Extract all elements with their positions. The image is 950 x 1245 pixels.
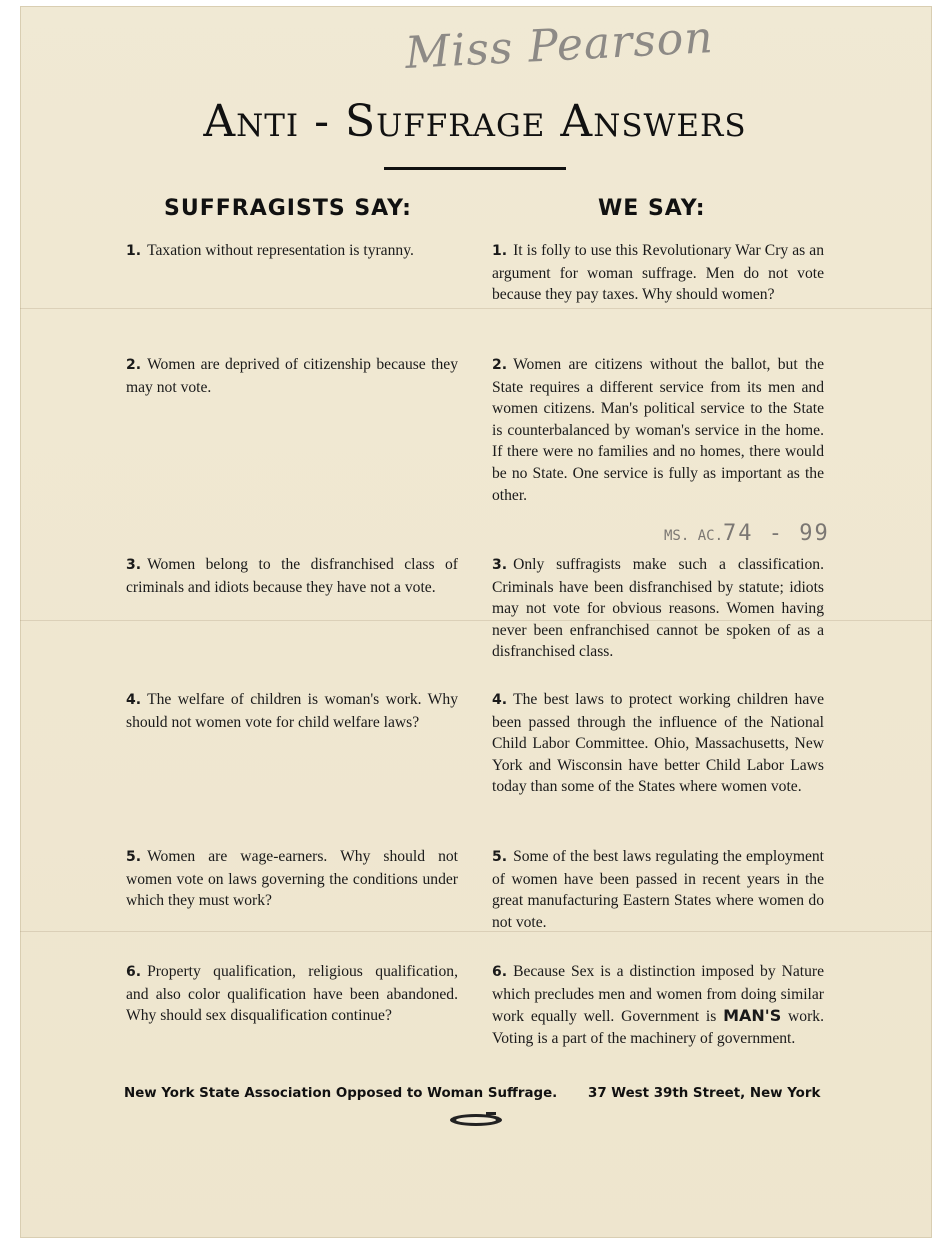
item-number: 5.: [492, 849, 508, 865]
item-number: 3.: [126, 557, 142, 573]
stamp-number: 74 - 99: [723, 521, 830, 546]
anti-answer-1: [492, 240, 824, 306]
item-number: 1.: [126, 243, 142, 259]
anti-answer-4: [492, 689, 824, 798]
suffragist-claim-5: [126, 846, 458, 912]
right-column-heading: WE SAY:: [598, 196, 706, 221]
claim-text: Women belong to the disfranchised class of criminals and idiots because they have not a vote.: [126, 556, 458, 596]
answer-text: The best laws to protect working children have been passed through the influence of the National Child Labor Committee. Ohio, Massachusetts, New York and Wisconsin have better Child Labor Laws today than some of the States where women vote.: [492, 691, 824, 796]
handwritten-name: Miss Pearson: [403, 11, 715, 80]
item-number: 6.: [492, 964, 508, 980]
claim-text: Taxation without representation is tyranny.: [147, 242, 414, 259]
stamp-prefix: MS. AC.: [664, 528, 724, 544]
anti-answer-3: [492, 554, 824, 663]
answer-text: Women are citizens without the ballot, but the State requires a different service from its men and women citizens. Man's political service to the State is counterbalanced by woman's service in the home. If there were no families and no homes, there would be no State. One service is fully as important as the other.: [492, 356, 824, 504]
item-number: 5.: [126, 849, 142, 865]
suffragist-claim-2: [126, 354, 458, 398]
left-column-heading: SUFFRAGISTS SAY:: [164, 196, 412, 221]
union-label-emblem: [448, 1110, 504, 1128]
suffragist-claim-1: [126, 240, 458, 263]
anti-answer-5: [492, 846, 824, 933]
suffragist-claim-4: [126, 689, 458, 733]
title-underline: [384, 167, 566, 170]
item-number: 1.: [492, 243, 508, 259]
item-number: 4.: [492, 692, 508, 708]
claim-text: Women are deprived of citizenship because they may not vote.: [126, 356, 458, 396]
claim-text: Property qualification, religious qualification, and also color qualification have been abandoned. Why should sex disqualification continue?: [126, 963, 458, 1025]
answer-text: Only suffragists make such a classification. Criminals have been disfranchised by statute; idiots may not vote for obvious reasons. Women having never been enfranchised cannot be spoken of as a disfranchised class.: [492, 556, 824, 661]
claim-text: The welfare of children is woman's work. Why should not women vote for child welfare laws?: [126, 691, 458, 731]
item-number: 2.: [492, 357, 508, 373]
item-number: 3.: [492, 557, 508, 573]
footer-organization: New York State Association Opposed to Woman Suffrage.: [124, 1086, 558, 1101]
answer-emphasis: MAN'S: [723, 1006, 782, 1026]
footer-address: 37 West 39th Street, New York: [588, 1086, 821, 1101]
answer-text: It is folly to use this Revolutionary War Cry as an argument for woman suffrage. Men do not vote because they pay taxes. Why should women?: [492, 242, 824, 304]
suffragist-claim-6: [126, 961, 458, 1027]
answer-text: Some of the best laws regulating the employment of women have been passed in recent years in the great manufacturing Eastern States where women do not vote.: [492, 848, 824, 931]
answer-text-part-2: work. Voting is a part of the machinery of government.: [492, 1008, 824, 1047]
item-number: 6.: [126, 964, 142, 980]
fold-line: [20, 308, 932, 309]
answer-text-part-1: Because Sex is a distinction imposed by Nature which precludes men and women from doing similar work equally well. Government is: [492, 963, 824, 1026]
anti-answer-6: [492, 961, 824, 1049]
item-number: 4.: [126, 692, 142, 708]
item-number: 2.: [126, 357, 142, 373]
suffragist-claim-3: [126, 554, 458, 598]
claim-text: Women are wage-earners. Why should not women vote on laws governing the conditions under which they must work?: [126, 848, 458, 910]
archive-stamp: [664, 521, 830, 546]
page-title: Anti - Suffrage Answers: [203, 96, 747, 147]
anti-answer-2: [492, 354, 824, 506]
